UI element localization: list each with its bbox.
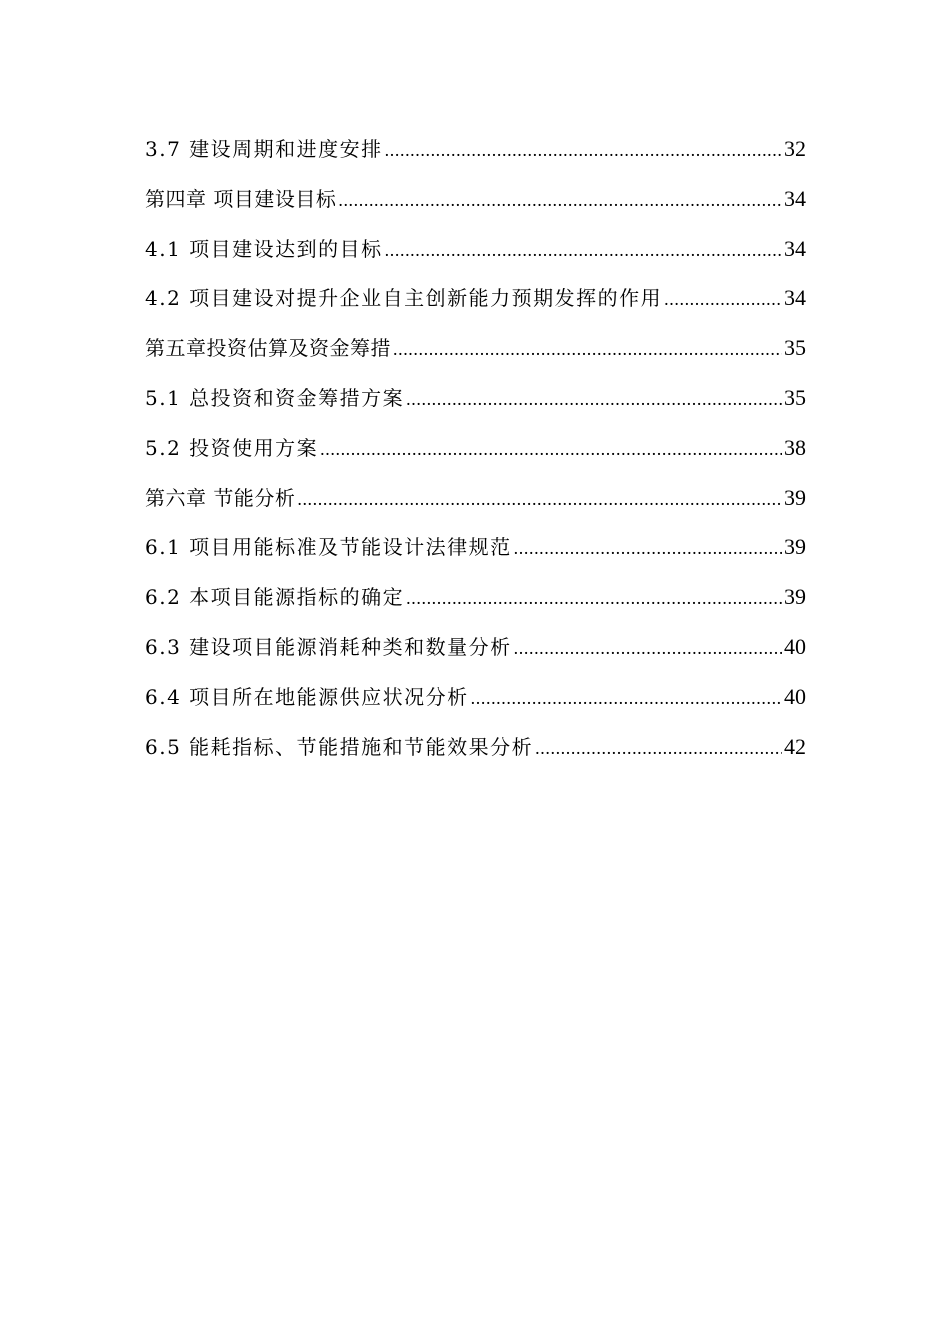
toc-entry-page: 35 — [784, 335, 806, 361]
table-of-contents — [145, 124, 806, 771]
dot-leader — [385, 126, 782, 176]
toc-entry-label: 6.3 建设项目能源消耗种类和数量分析 — [145, 634, 512, 659]
toc-entry-label: 6.1 项目用能标准及节能设计法律规范 — [145, 535, 512, 560]
toc-entry-label: 第四章 项目建设目标 — [145, 186, 337, 211]
toc-entry[interactable] — [145, 572, 806, 622]
toc-entry[interactable] — [145, 373, 806, 423]
dot-leader — [338, 176, 782, 226]
toc-entry[interactable] — [145, 423, 806, 473]
dot-leader — [514, 624, 782, 674]
dot-leader — [406, 574, 782, 624]
toc-entry[interactable] — [145, 174, 806, 224]
dot-leader — [393, 325, 782, 375]
toc-entry[interactable] — [145, 672, 806, 722]
toc-entry[interactable] — [145, 224, 806, 274]
toc-entry[interactable] — [145, 124, 806, 174]
toc-entry[interactable] — [145, 622, 806, 672]
toc-entry-page: 34 — [784, 285, 806, 311]
toc-entry-page: 40 — [784, 683, 806, 709]
toc-entry-page: 34 — [784, 185, 806, 211]
toc-entry[interactable] — [145, 273, 806, 323]
toc-entry-label: 6.5 能耗指标、节能措施和节能效果分析 — [145, 734, 534, 759]
dot-leader — [514, 524, 782, 574]
toc-entry-page: 39 — [784, 534, 806, 560]
toc-entry-label: 6.4 项目所在地能源供应状况分析 — [145, 684, 469, 709]
toc-entry-page: 32 — [784, 136, 806, 161]
dot-leader — [406, 375, 782, 425]
toc-entry[interactable] — [145, 473, 806, 523]
toc-entry-label: 第六章 节能分析 — [145, 485, 296, 510]
toc-entry[interactable] — [145, 323, 806, 373]
dot-leader — [320, 425, 782, 475]
dot-leader — [664, 275, 782, 325]
toc-entry-page: 40 — [784, 633, 806, 659]
toc-entry-label: 3.7 建设周期和进度安排 — [145, 137, 383, 161]
toc-entry-label: 第五章投资估算及资金筹措 — [145, 336, 391, 361]
dot-leader — [297, 475, 782, 525]
toc-entry-page: 38 — [784, 434, 806, 460]
toc-entry-label: 4.2 项目建设对提升企业自主创新能力预期发挥的作用 — [145, 286, 663, 311]
toc-entry-page: 35 — [784, 384, 806, 410]
toc-entry[interactable] — [145, 722, 806, 772]
dot-leader — [535, 724, 782, 774]
dot-leader — [471, 674, 782, 724]
toc-entry-label: 6.2 本项目能源指标的确定 — [145, 585, 405, 610]
toc-entry-label: 4.1 项目建设达到的目标 — [145, 236, 383, 261]
toc-entry-label: 5.1 总投资和资金筹措方案 — [145, 385, 405, 410]
dot-leader — [385, 226, 782, 276]
toc-entry-page: 39 — [784, 584, 806, 610]
toc-entry[interactable] — [145, 522, 806, 572]
toc-entry-label: 5.2 投资使用方案 — [145, 435, 319, 460]
toc-entry-page: 34 — [784, 235, 806, 261]
toc-entry-page: 39 — [784, 484, 806, 510]
toc-entry-page: 42 — [784, 733, 806, 759]
